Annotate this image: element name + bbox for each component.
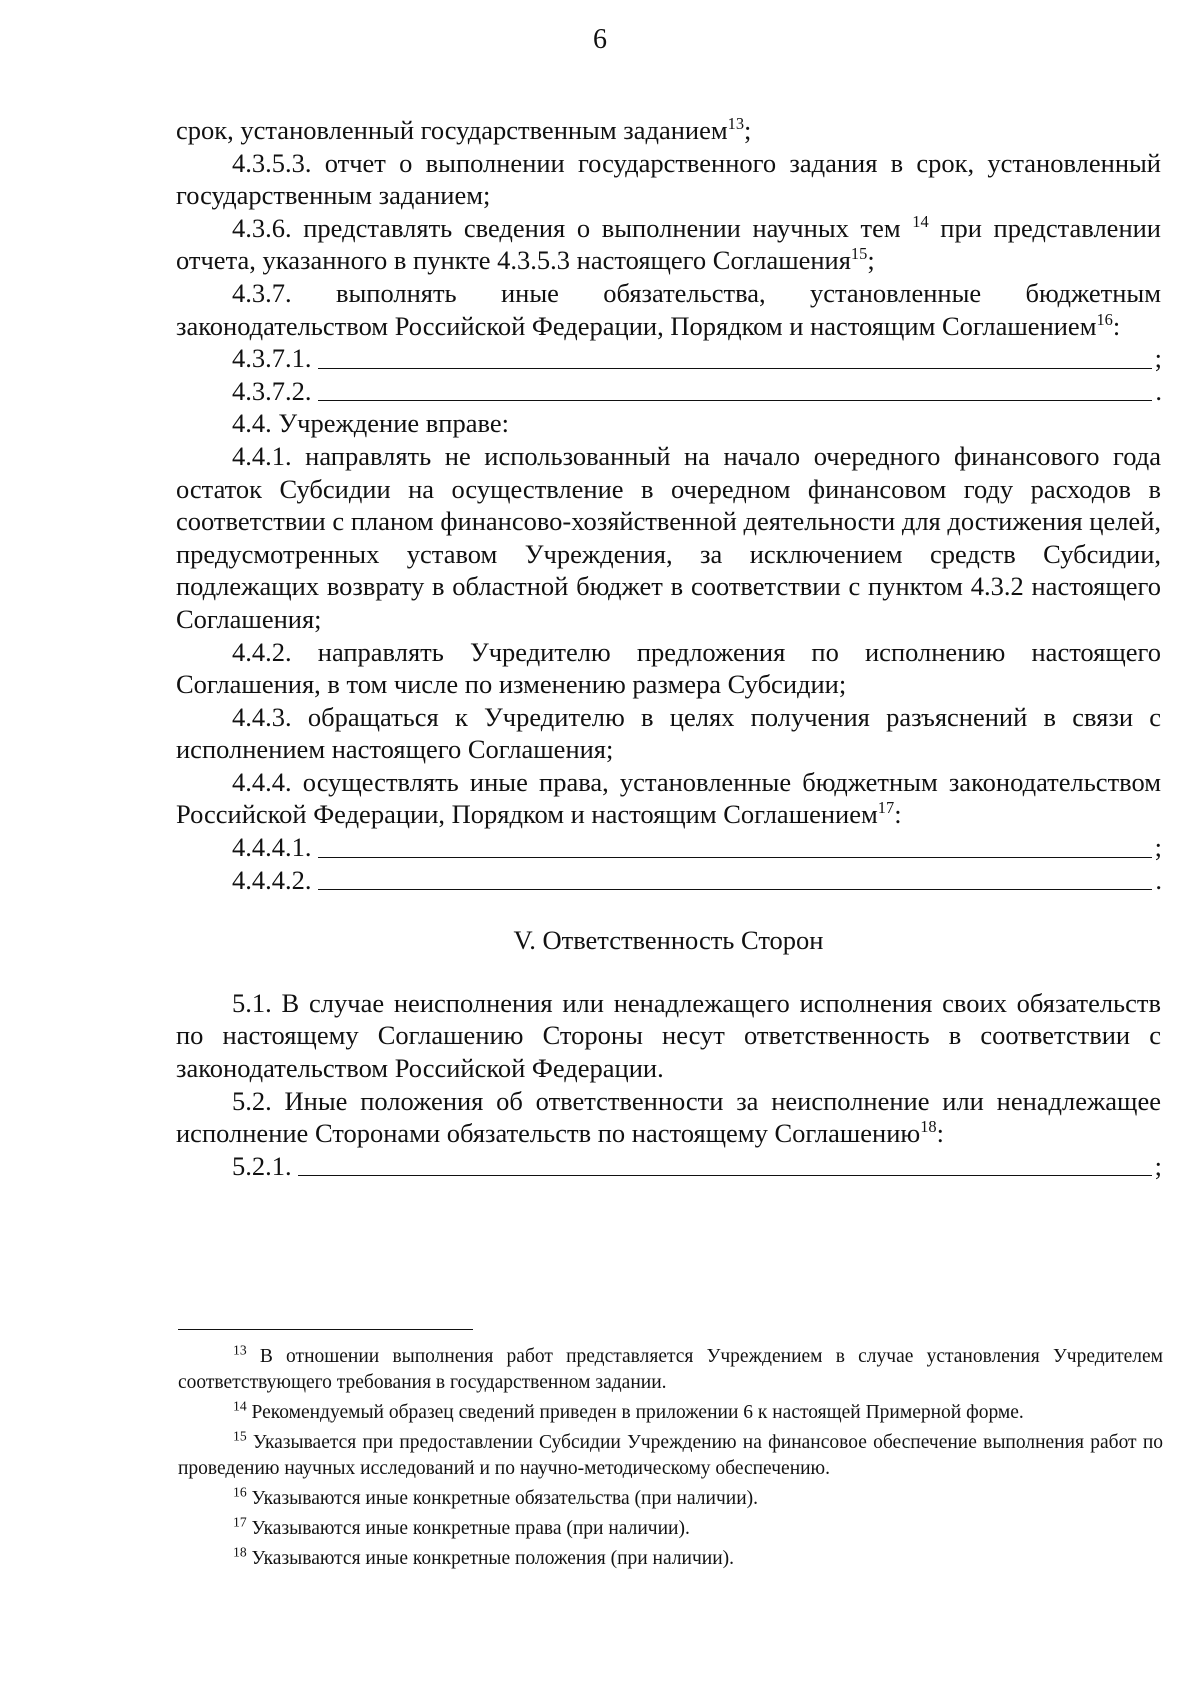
paragraph-4-3-6 [176, 212, 1161, 277]
footnote-18 [178, 1546, 1163, 1572]
footnote-number: 14 [233, 1398, 247, 1414]
paragraph-5-1: 5.1. В случае неисполнения или ненадлежащего исполнения своих обязательств по настоящему Соглашению Стороны несут ответственность в соответствии с законодательством Российской Федерации. [176, 987, 1161, 1084]
footnote-number: 15 [233, 1428, 247, 1444]
blank-field[interactable] [318, 856, 1152, 858]
footnotes [178, 1344, 1163, 1576]
paragraph-text: при представлении отчета, указанного в пункте 4.3.5.3 настоящего Соглашения [176, 212, 1161, 276]
footnote-text: Указываются иные конкретные права (при наличии). [246, 1518, 690, 1539]
item-label: 4.3.7.2. [232, 375, 312, 406]
footnote-ref-14: 14 [912, 211, 929, 231]
footnote-text: Указывается при предоставлении Субсидии Учреждению на финансовое обеспечение выполнения работ по проведению научных исследований и по научно-методическому обеспечению. [178, 1432, 1163, 1479]
footnote-text: Рекомендуемый образец сведений приведен в приложении 6 к настоящей Примерной форме. [246, 1402, 1024, 1423]
item-label: 4.4.4.2. [232, 864, 312, 895]
paragraph-srok [176, 114, 1161, 147]
section-title: V. Ответственность Сторон [513, 925, 824, 956]
punctuation: . [1155, 375, 1162, 406]
blank-field[interactable] [318, 888, 1153, 890]
paragraph-4-4-3: 4.4.3. обращаться к Учредителю в целях получения разъяснений в связи с исполнением настоящего Соглашения; [176, 701, 1161, 765]
footnote-number: 18 [233, 1544, 247, 1560]
footnote-separator [178, 1329, 473, 1330]
footnote-ref-13: 13 [727, 114, 745, 134]
paragraph-4-4: 4.4. Учреждение вправе: [232, 408, 509, 439]
punctuation: ; [744, 115, 752, 145]
punctuation: ; [867, 245, 875, 276]
punctuation: : [936, 1118, 945, 1149]
footnote-ref-16: 16 [1096, 309, 1113, 329]
footnote-15 [178, 1430, 1163, 1482]
page-number: 6 [593, 24, 607, 55]
paragraph-text: 4.3.6. представлять сведения о выполнении научных тем [232, 212, 901, 243]
paragraph-4-4-1: 4.4.1. направлять не использованный на начало очередного финансового года остаток Субсидии на осуществление в очередном финансовом году расходов в соответствии с планом финансово-хозяйственной деятельности для достижения целей, предусмотренных уставом Учреждения, за исключением средств Субсидии, подлежащих возврату в областной бюджет в соответствии с пунктом 4.3.2 настоящего Соглашения; [176, 440, 1161, 634]
footnote-ref-17: 17 [877, 798, 895, 818]
footnote-ref-15: 15 [850, 244, 868, 264]
document-body [176, 114, 1161, 1182]
footnote-14 [178, 1400, 1163, 1426]
paragraph-4-4-2: 4.4.2. направлять Учредителю предложения по исполнению настоящего Соглашения, в том числе по изменению размера Субсидии; [176, 636, 1161, 700]
paragraph-5-2 [176, 1085, 1161, 1150]
blank-line-4-4-4-2 [232, 864, 1162, 897]
footnote-text: В отношении выполнения работ представляется Учреждением в случае установления Учредителем соответствующего требования в государственном задании. [178, 1346, 1163, 1393]
footnote-number: 13 [233, 1342, 247, 1358]
punctuation: : [1112, 310, 1121, 341]
blank-line-4-4-4-1 [232, 831, 1162, 864]
footnote-16 [178, 1486, 1163, 1512]
footnote-number: 16 [233, 1484, 247, 1500]
blank-line-4-3-7-2 [232, 375, 1162, 408]
footnote-text: Указываются иные конкретные положения (при наличии). [246, 1548, 735, 1569]
paragraph-4-3-7 [176, 277, 1161, 342]
footnote-text: Указываются иные конкретные обязательства (при наличии). [246, 1488, 758, 1509]
punctuation: ; [1154, 343, 1162, 374]
punctuation: ; [1154, 832, 1162, 863]
item-label: 4.4.4.1. [232, 832, 312, 863]
footnote-13 [178, 1344, 1163, 1396]
item-label: 4.3.7.1. [232, 343, 312, 374]
footnote-ref-18: 18 [920, 1117, 937, 1137]
paragraph-text: 5.2. Иные положения об ответственности за неисполнение или ненадлежащее исполнение Сторонами обязательств по настоящему Соглашению [176, 1085, 1161, 1149]
blank-field[interactable] [318, 399, 1153, 401]
footnote-number: 17 [233, 1514, 247, 1530]
paragraph-text: 4.3.7. выполнять иные обязательства, установленные бюджетным законодательством Российской Федерации, Порядком и настоящим Соглашением [176, 277, 1161, 341]
item-label: 5.2.1. [232, 1150, 292, 1181]
paragraph-text: 4.4.4. осуществлять иные права, установленные бюджетным законодательством Российской Федерации, Порядком и настоящим Соглашением [176, 766, 1161, 830]
paragraph-text: срок, установленный государственным заданием [176, 115, 728, 145]
punctuation: : [894, 799, 902, 830]
footnote-17 [178, 1516, 1163, 1542]
blank-field[interactable] [298, 1174, 1152, 1176]
punctuation: ; [1154, 1150, 1162, 1181]
blank-line-5-2-1 [232, 1150, 1162, 1183]
blank-line-4-3-7-1 [232, 342, 1162, 375]
blank-field[interactable] [318, 367, 1152, 369]
punctuation: . [1155, 864, 1162, 895]
paragraph-4-3-5-3: 4.3.5.3. отчет о выполнении государственного задания в срок, установленный государственным заданием; [176, 147, 1161, 211]
paragraph-4-4-4 [176, 766, 1161, 831]
